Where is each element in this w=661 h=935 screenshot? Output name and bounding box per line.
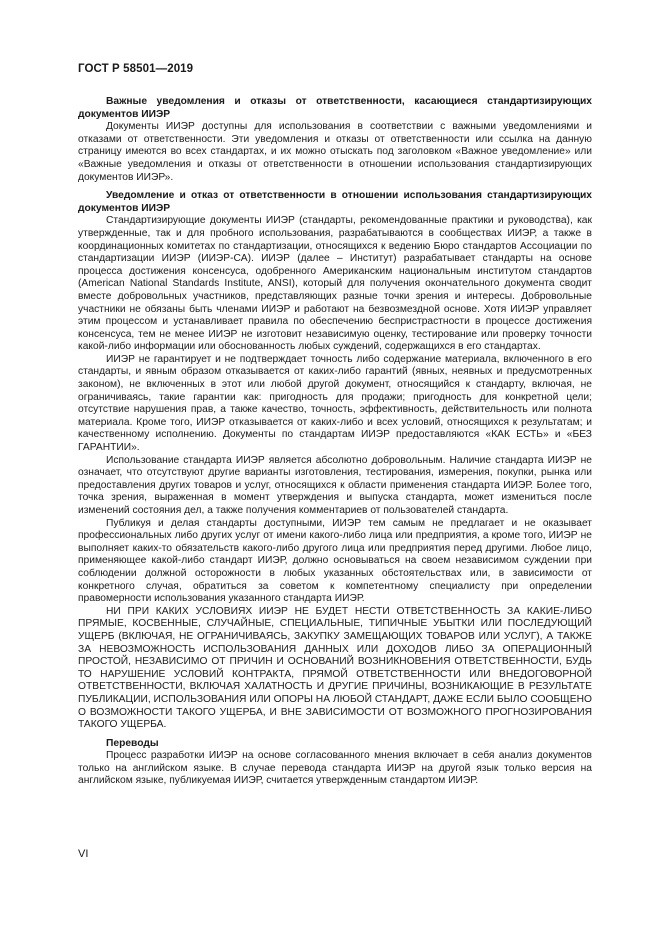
disclaimer-paragraph-3: Использование стандарта ИИЭР является абсолютно добровольным. Наличие стандарта ИИЭР не означает, что отсутствуют другие варианты изготовления, тестирования, измерения, покупки, рынка или предоставления других товаров и услуг, относящихся к области применения стандарта ИИЭР. Более того, точка зрения, выраженная в момент утверждения и выпуска стандарта, может измениться после изменений состояния дел, а также получения комментариев от пользователей стандарта.: [78, 454, 592, 516]
disclaimer-heading: Уведомление и отказ от ответственности в отношении использования стандартизирующих документов ИИЭР: [78, 190, 592, 214]
translations-heading: Переводы: [106, 737, 159, 749]
disclaimer-paragraph-4: Публикуя и делая стандарты доступными, ИИЭР тем самым не предлагает и не оказывает профессиональных либо других услуг от имени какого-либо лица или предприятия, а кроме того, ИИЭР не выполняет каких-то обязательств какого-либо другого лица или предприятия перед другими. Любое лицо, применяющее какой-либо стандарт ИИЭР, должно основываться на своем независимом суждении при соблюдении должной осторожности в любых указанных обстоятельствах или, в зависимости от конкретного случая, обратиться за советом к компетентному специалисту при определении правомерности использования указанного стандарта ИИЭР.: [78, 517, 592, 605]
notices-heading: Важные уведомления и отказы от ответственности, касающиеся стандартизирующих документов ИИЭР: [78, 96, 592, 120]
notices-paragraph: Документы ИИЭР доступны для использования в соответствии с важными уведомлениями и отказами от ответственности. Эти уведомления и отказы от ответственности или ссылка на данную страницу имеются во всех стандартах, и их можно отыскать под заголовком «Важное уведомление» или «Важные уведомления и отказы от ответственности в отношении использования стандартизирующих документов ИИЭР».: [78, 121, 592, 183]
page-number: VI: [78, 848, 89, 860]
disclaimer-paragraph-1: Стандартизирующие документы ИИЭР (стандарты, рекомендованные практики и руководства), как утвержденные, так и для пробного использования, разрабатываются в сообществах ИИЭР, а также в координационных комитетах по стандартизации, относящихся к ведению Бюро стандартов Ассоциации по стандартизации ИИЭР (ИИЭР-СА). ИИЭР (далее – Институт) разрабатывает стандарты на основе процесса достижения консенсуса, одобренного Американским национальным институтом стандартов (American National Standards Institute, ANSI), который для получения окончательного документа сводит вместе добровольных участников, представляющих разные точки зрения и интересы. Добровольные участники не обязаны быть членами ИИЭР и работают на безвозмездной основе. Хотя ИИЭР управляет этим процессом и устанавливает правила по обеспечению беспристрастности в процессе достижения консенсуса, тем не менее ИИЭР не изготовит независимую оценку, тестирование или проверку точности какой-либо информации или обоснованность любых суждений, содержащихся в его стандартах.: [78, 215, 592, 353]
document-id: ГОСТ Р 58501—2019: [78, 63, 194, 75]
translations-paragraph: Процесс разработки ИИЭР на основе согласованного мнения включает в себя анализ документов только на английском языке. В случае перевода стандарта ИИЭР на другой язык только версия на английском языке, публикуемая ИИЭР, считается утвержденным стандартом ИИЭР.: [78, 750, 592, 787]
disclaimer-paragraph-caps: НИ ПРИ КАКИХ УСЛОВИЯХ ИИЭР НЕ БУДЕТ НЕСТИ ОТВЕТСТВЕННОСТЬ ЗА КАКИЕ-ЛИБО ПРЯМЫЕ, КОСВЕННЫЕ, СЛУЧАЙНЫЕ, СПЕЦИАЛЬНЫЕ, ТИПИЧНЫЕ УБЫТКИ ИЛИ ПОСЛЕДУЮЩИЙ УЩЕРБ (ВКЛЮЧАЯ, НЕ ОГРАНИЧИВАЯСЬ, ЗАКУПКУ ЗАМЕЩАЮЩИХ ТОВАРОВ ИЛИ УСЛУГ), А ТАКЖЕ ЗА НЕВОЗМОЖНОСТЬ ИСПОЛЬЗОВАНИЯ ДАННЫХ ИЛИ ДОХОДОВ ЛИБО ЗА ОПЕРАЦИОННЫЙ ПРОСТОЙ, НЕЗАВИСИМО ОТ ПРИЧИН И ОСНОВАНИЙ ВОЗНИКНОВЕНИЯ ОТВЕТСТВЕННОСТИ, БУДЬ ТО НАРУШЕНИЕ УСЛОВИЙ КОНТРАКТА, ПРЯМОЙ ОТВЕТСТВЕННОСТИ ИЛИ ВНЕДОГОВОРНОЙ ОТВЕТСТВЕННОСТИ, ВКЛЮЧАЯ ХАЛАТНОСТЬ И ДРУГИЕ ПРИЧИНЫ, ВОЗНИКАЮЩИЕ В РЕЗУЛЬТАТЕ ПУБЛИКАЦИИ, ИСПОЛЬЗОВАНИЯ ИЛИ ОПОРЫ НА ЛЮБОЙ СТАНДАРТ, ДАЖЕ ЕСЛИ БЫЛО СООБЩЕНО О ВОЗМОЖНОСТИ ТАКОГО УЩЕРБА, И ВНЕ ЗАВИСИМОСТИ ОТ ВОЗМОЖНОГО ПРОГНОЗИРОВАНИЯ ТАКОГО УЩЕРБА.: [78, 605, 592, 731]
disclaimer-paragraph-2: ИИЭР не гарантирует и не подтверждает точность либо содержание материала, включенного в его стандарты, и явным образом отказывается от каких-либо гарантий (явных, неявных и предусмотренных законом), не включенных в этот или любой другой документ, относящийся к стандарту, включая, не ограничиваясь, такие гарантии как: пригодность для продажи; пригодность для конкретной цели; отсутствие нарушения прав, а также качество, точность, эффективность, действительность или полнота материала. Кроме того, ИИЭР отказывается от каких-либо и всех условий, относящихся к результатам; и качественному исполнению. Документы по стандартам ИИЭР предоставляются «КАК ЕСТЬ» и «БЕЗ ГАРАНТИИ».: [78, 353, 592, 454]
document-body: [78, 96, 592, 788]
